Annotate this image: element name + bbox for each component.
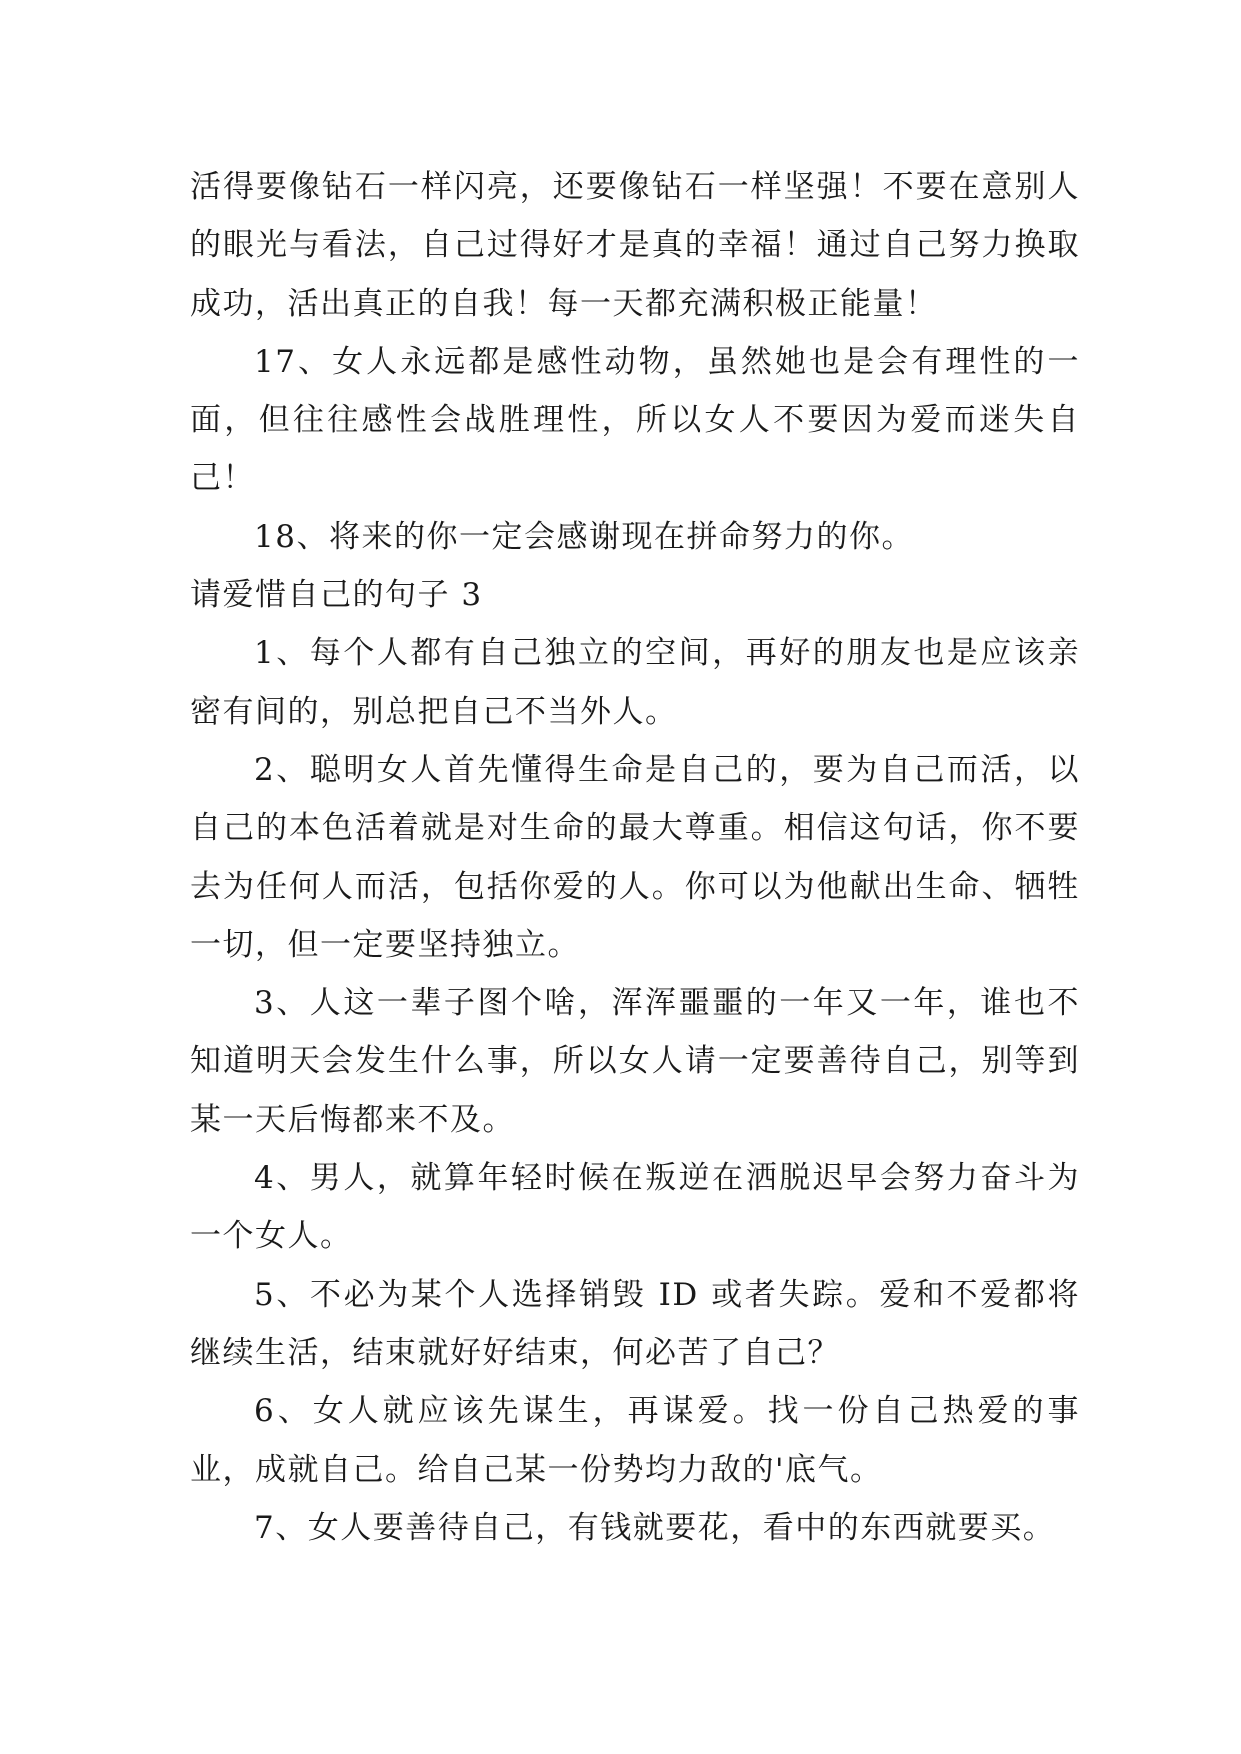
paragraph-1: 1、每个人都有自己独立的空间，再好的朋友也是应该亲密有间的，别总把自己不当外人。 xyxy=(190,635,1080,730)
paragraph-18: 18、将来的你一定会感谢现在拼命努力的你。 xyxy=(254,518,914,555)
paragraph-7: 7、女人要善待自己，有钱就要花，看中的东西就要买。 xyxy=(254,1509,1056,1546)
paragraph-3: 3、人这一辈子图个啥，浑浑噩噩的一年又一年，谁也不知道明天会发生什么事，所以女人请一定要善待自己，别等到某一天后悔都来不及。 xyxy=(190,985,1080,1138)
paragraph-6: 6、女人就应该先谋生，再谋爱。找一份自己热爱的事业，成就自己。给自己某一份势均力敌的'底气。 xyxy=(190,1393,1080,1488)
section-heading: 请爱惜自己的句子 3 xyxy=(190,577,483,614)
paragraph-5: 5、不必为某个人选择销毁 ID 或者失踪。爱和不爱都将继续生活，结束就好好结束，何必苦了自己？ xyxy=(190,1276,1080,1371)
document-body xyxy=(190,158,1080,1557)
paragraph-4: 4、男人，就算年轻时候在叛逆在洒脱迟早会努力奋斗为一个女人。 xyxy=(190,1160,1080,1255)
paragraph-17: 17、女人永远都是感性动物，虽然她也是会有理性的一面，但往往感性会战胜理性，所以女人不要因为爱而迷失自己！ xyxy=(190,343,1080,497)
paragraph-continued: 活得要像钻石一样闪亮，还要像钻石一样坚强！不要在意别人的眼光与看法，自己过得好才是真的幸福！通过自己努力换取成功，活出真正的自我！每一天都充满积极正能量！ xyxy=(190,169,1080,322)
paragraph-2: 2、聪明女人首先懂得生命是自己的，要为自己而活，以自己的本色活着就是对生命的最大尊重。相信这句话，你不要去为任何人而活，包括你爱的人。你可以为他献出生命、牺牲一切，但一定要坚持独立。 xyxy=(190,751,1080,963)
